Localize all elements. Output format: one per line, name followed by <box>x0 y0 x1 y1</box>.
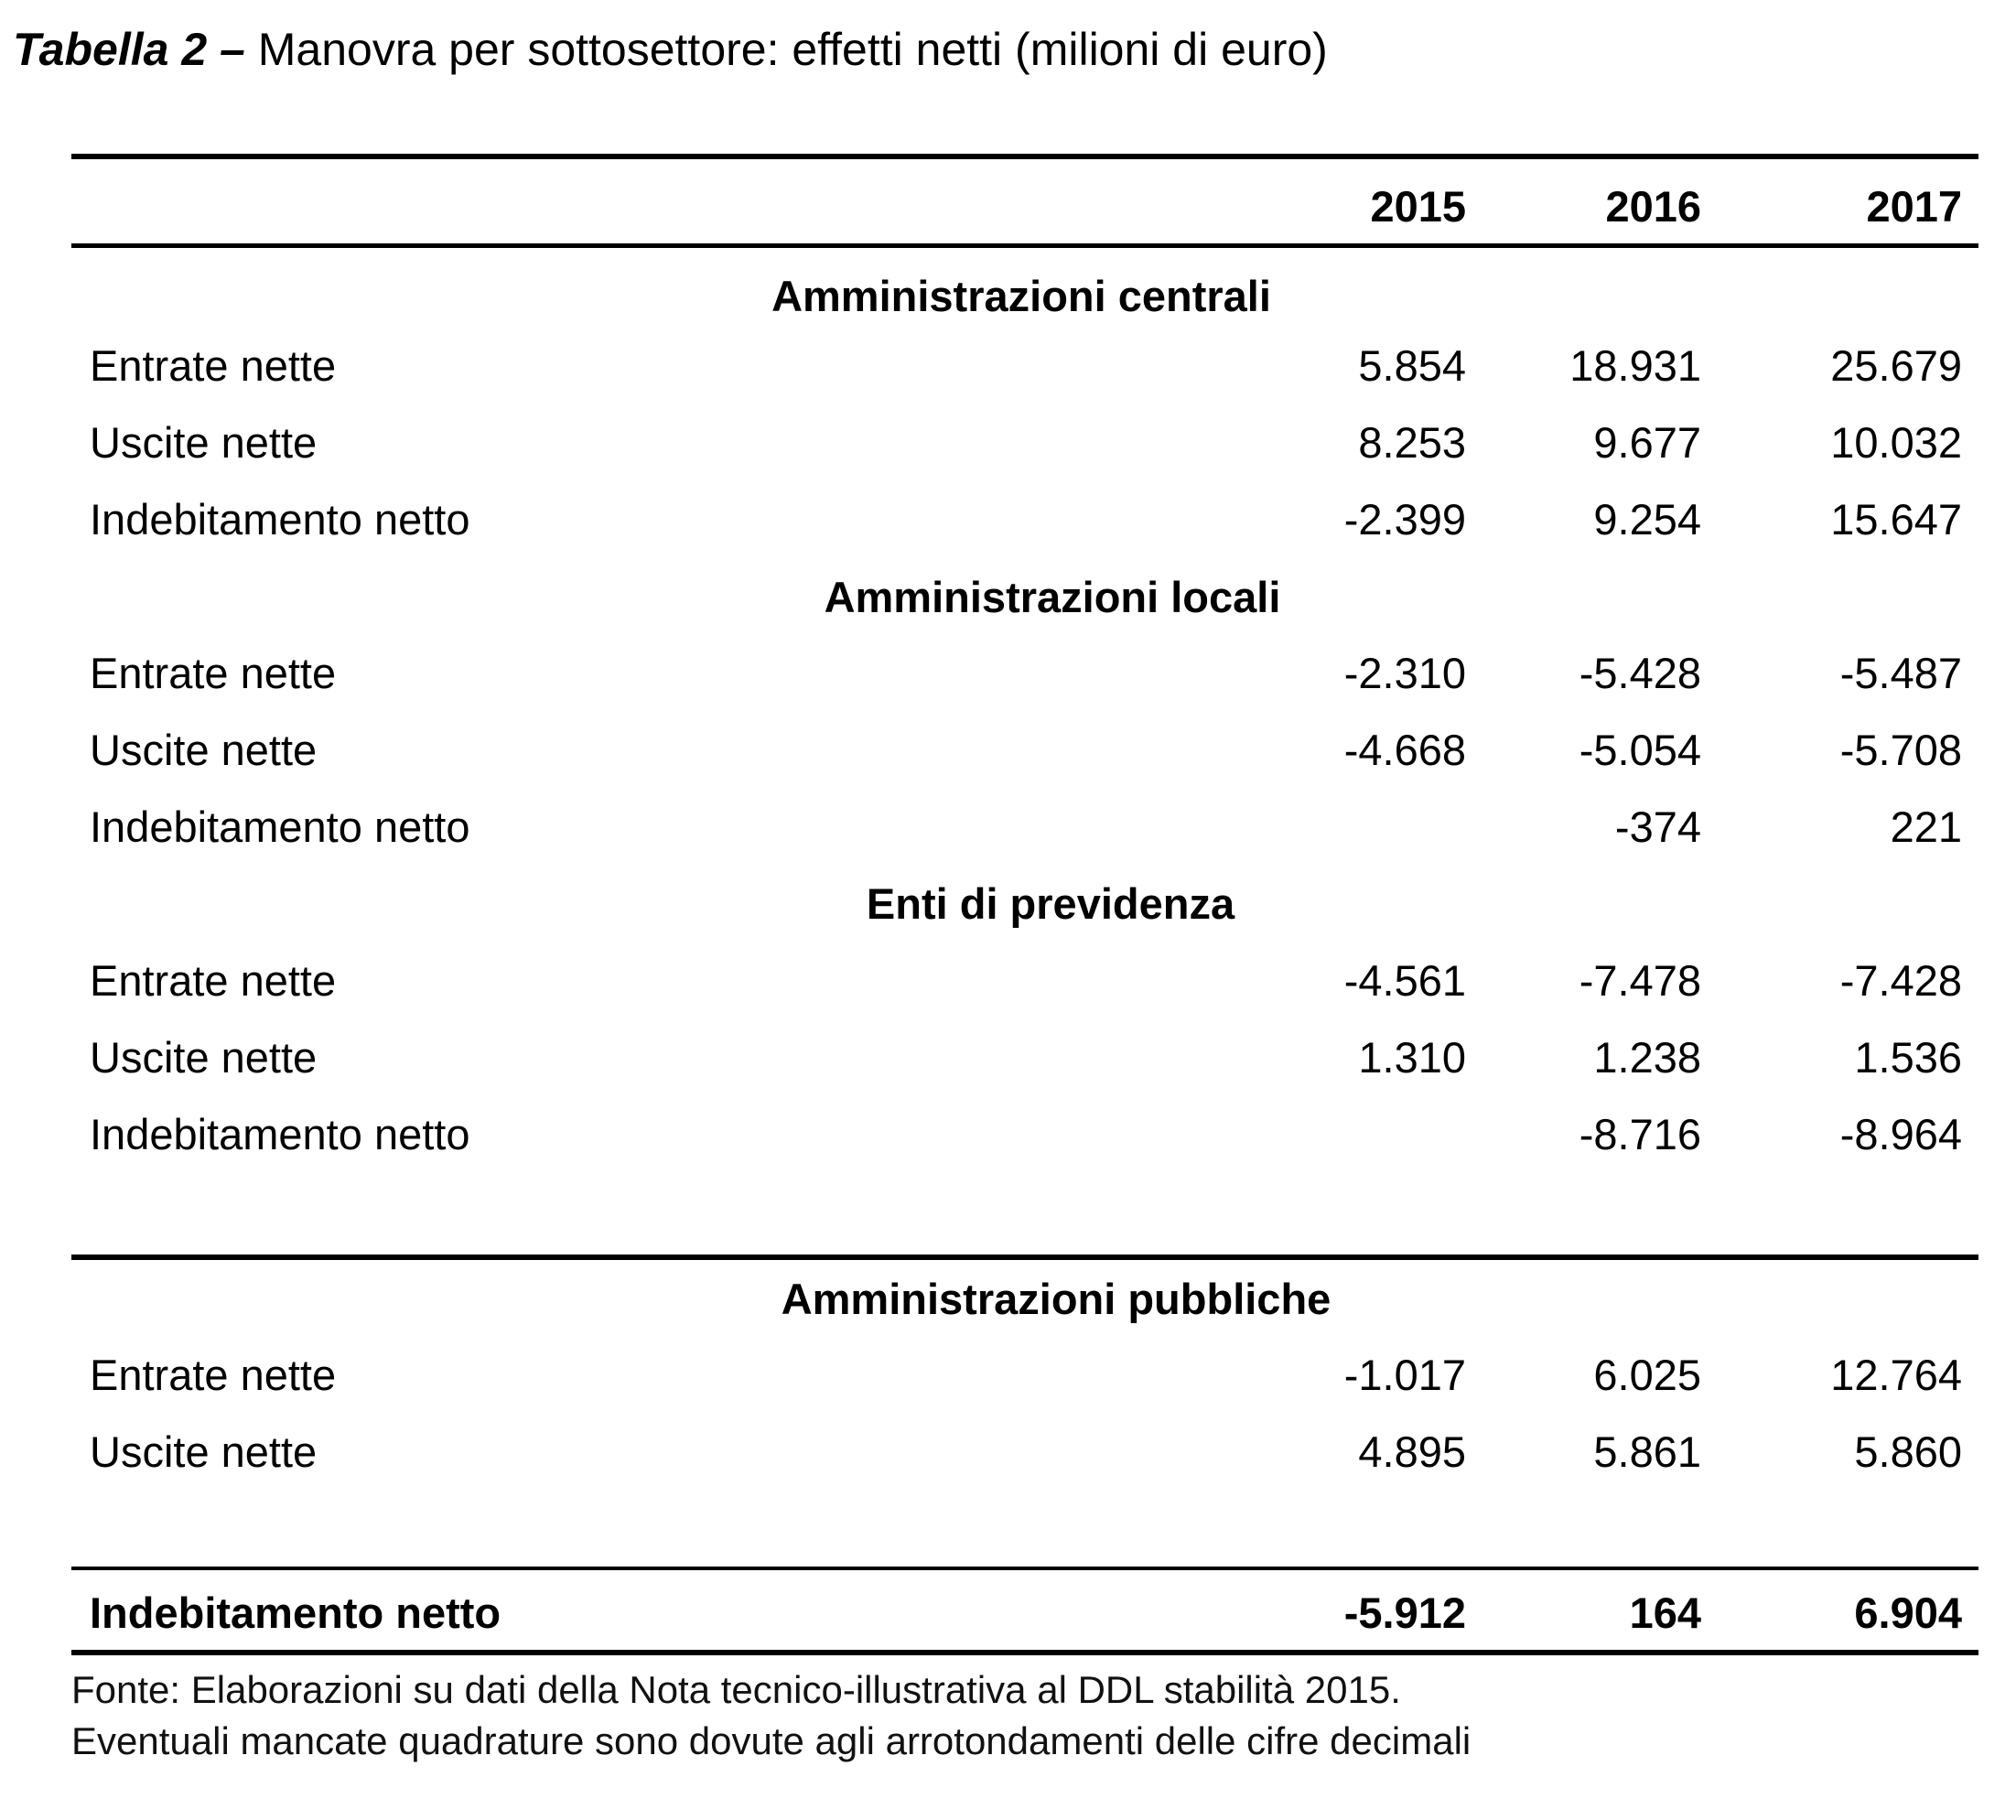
row-label: Entrate nette <box>90 341 337 390</box>
cell-2016: -5.054 <box>1579 726 1701 774</box>
column-header-2016: 2016 <box>1605 182 1701 231</box>
row-label: Entrate nette <box>90 956 337 1005</box>
total-row <box>71 1586 1978 1641</box>
table-row <box>71 953 1978 1008</box>
column-header-2015: 2015 <box>1370 182 1466 231</box>
table-row <box>71 1107 1978 1162</box>
section-heading-amministrazioni-centrali: Amministrazioni centrali <box>771 272 1271 320</box>
table-row <box>71 339 1978 393</box>
cell-2016: 1.238 <box>1593 1033 1701 1082</box>
row-label: Indebitamento netto <box>90 1110 470 1158</box>
cell-2017: 221 <box>1890 802 1962 851</box>
table-title <box>13 20 1328 79</box>
cell-2016: 9.254 <box>1593 495 1701 544</box>
table-row <box>71 723 1978 778</box>
row-label: Uscite nette <box>90 726 318 774</box>
cell-2017: 15.647 <box>1830 495 1962 544</box>
cell-2016: -8.716 <box>1579 1110 1701 1158</box>
table-row <box>71 800 1978 855</box>
section-rule <box>71 1255 1978 1260</box>
cell-2017: 10.032 <box>1830 418 1962 467</box>
top-rule <box>71 154 1978 159</box>
row-label: Entrate nette <box>90 1351 337 1399</box>
cell-2016: 5.861 <box>1593 1427 1701 1476</box>
cell-2017: -5.708 <box>1839 726 1962 774</box>
total-cell-2017: 6.904 <box>1854 1588 1962 1637</box>
section-heading-amministrazioni-pubbliche: Amministrazioni pubbliche <box>781 1275 1331 1323</box>
cell-2015: 8.253 <box>1358 418 1466 467</box>
cell-2017: -7.428 <box>1839 956 1962 1005</box>
table-row <box>71 1425 1978 1480</box>
cell-2016: -5.428 <box>1579 649 1701 697</box>
table-row <box>71 646 1978 701</box>
cell-2016: -374 <box>1614 802 1701 851</box>
cell-2017: 1.536 <box>1854 1033 1962 1082</box>
source-note: Fonte: Elaborazioni su dati della Nota tecnico-illustrativa al DDL stabilità 2015. <box>71 1668 1401 1711</box>
cell-2016: 9.677 <box>1593 418 1701 467</box>
cell-2015: -2.399 <box>1343 495 1466 544</box>
table-title-prefix: Tabella 2 – <box>13 24 245 75</box>
table-row <box>71 492 1978 547</box>
cell-2016: 18.931 <box>1569 341 1701 390</box>
column-header-row <box>71 179 1978 234</box>
cell-2015: 5.854 <box>1358 341 1466 390</box>
table-row <box>71 1348 1978 1403</box>
total-cell-2016: 164 <box>1629 1588 1701 1637</box>
section-heading-enti-di-previdenza: Enti di previdenza <box>866 879 1235 928</box>
total-top-rule <box>71 1567 1978 1570</box>
cell-2017: 25.679 <box>1830 341 1962 390</box>
cell-2015: -4.668 <box>1343 726 1466 774</box>
cell-2015: -4.561 <box>1343 956 1466 1005</box>
rounding-note: Eventuali mancate quadrature sono dovute agli arrotondamenti delle cifre decimali <box>71 1719 1472 1762</box>
cell-2016: -7.478 <box>1579 956 1701 1005</box>
cell-2015: 4.895 <box>1358 1427 1466 1476</box>
total-cell-2015: -5.912 <box>1343 1588 1466 1637</box>
row-label: Uscite nette <box>90 1427 318 1476</box>
header-rule <box>71 243 1978 248</box>
total-label: Indebitamento netto <box>90 1588 501 1637</box>
cell-2016: 6.025 <box>1593 1351 1701 1399</box>
column-header-2017: 2017 <box>1866 182 1962 231</box>
row-label: Uscite nette <box>90 1033 318 1082</box>
table-title-text: Manovra per sottosettore: effetti netti (milioni di euro) <box>257 24 1328 75</box>
row-label: Indebitamento netto <box>90 495 470 544</box>
cell-2017: 5.860 <box>1854 1427 1962 1476</box>
table-row <box>71 1030 1978 1085</box>
cell-2015: -1.017 <box>1343 1351 1466 1399</box>
table-row <box>71 415 1978 470</box>
section-heading-amministrazioni-locali: Amministrazioni locali <box>824 573 1281 621</box>
row-label: Uscite nette <box>90 418 318 467</box>
cell-2015: 1.310 <box>1358 1033 1466 1082</box>
row-label: Indebitamento netto <box>90 802 470 851</box>
cell-2015: -2.310 <box>1343 649 1466 697</box>
cell-2017: -8.964 <box>1839 1110 1962 1158</box>
row-label: Entrate nette <box>90 649 337 697</box>
cell-2017: -5.487 <box>1839 649 1962 697</box>
cell-2017: 12.764 <box>1830 1351 1962 1399</box>
bottom-rule <box>71 1650 1978 1655</box>
